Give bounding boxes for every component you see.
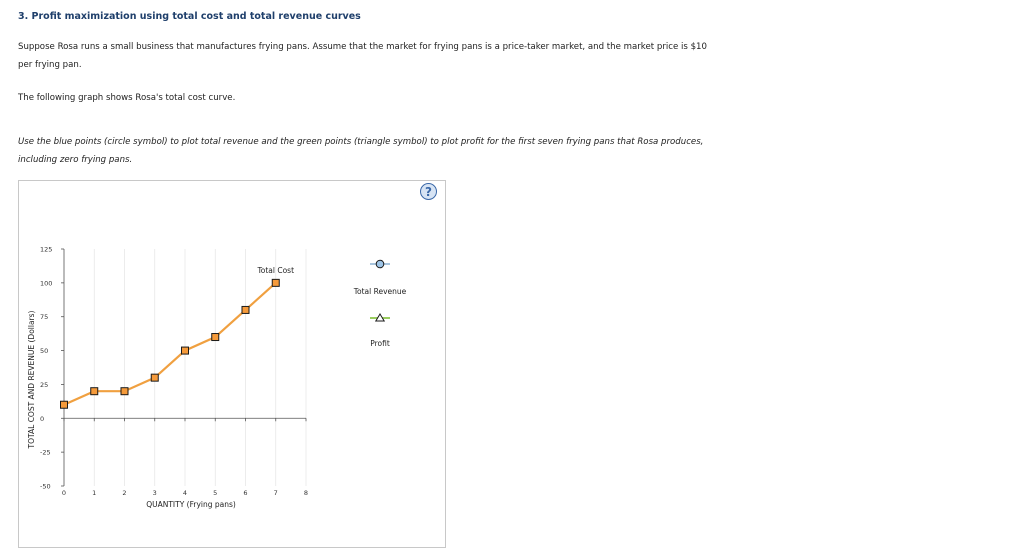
x-tick-label: 1 [92,489,97,497]
y-tick-label: -25 [40,448,51,457]
y-tick-label: -50 [40,482,51,491]
x-tick-label: 0 [61,489,67,497]
y-tick-label: 50 [40,347,49,356]
y-axis-label: TOTAL COST AND REVENUE (Dollars) [27,310,36,449]
y-tick-label: 25 [40,380,49,389]
legend-layer[interactable] [353,260,407,348]
total-cost-point [182,347,189,354]
total-revenue-legend-label: Total Revenue [353,287,407,296]
problem-paragraph: Suppose Rosa runs a small business that manufactures frying pans. Assume that the market for frying pans is a price-taker market, and the market price is $10 per frying pan. [18,42,707,70]
help-icon[interactable]: ? [420,183,437,200]
total-cost-annotation: Total Cost [257,265,295,275]
total-cost-point [121,388,128,395]
total-cost-point [212,334,219,341]
total-cost-point [151,374,158,381]
x-tick-label: 5 [213,489,218,497]
profit-legend-label: Profit [370,339,390,348]
x-axis-label: QUANTITY (Frying pans) [146,500,236,509]
total-cost-line [64,283,276,405]
axis-layer [40,246,308,498]
total-cost-point [272,279,279,286]
y-tick-label: 75 [40,313,49,322]
y-tick-label: 0 [40,414,45,423]
x-tick-label: 6 [243,489,248,497]
graph-intro: The following graph shows Rosa's total cost curve. [18,93,236,103]
question-title: 3. Profit maximization using total cost and total revenue curves [18,11,361,22]
x-tick-label: 8 [303,489,309,497]
total-cost-point [61,401,68,408]
x-tick-label: 4 [182,489,188,497]
total-revenue-legend-marker [376,260,384,268]
y-tick-label: 125 [40,245,53,254]
x-tick-label: 2 [122,489,127,497]
total-cost-point [242,306,249,313]
x-tick-label: 7 [273,489,278,497]
y-tick-label: 100 [40,279,53,288]
x-tick-label: 3 [152,489,157,497]
series-layer [61,266,295,408]
instructions: Use the blue points (circle symbol) to plot total revenue and the green points (triangle symbol) to plot profit for the first seven frying pans that Rosa produces, including zero frying pans. [18,137,704,165]
total-cost-point [91,388,98,395]
